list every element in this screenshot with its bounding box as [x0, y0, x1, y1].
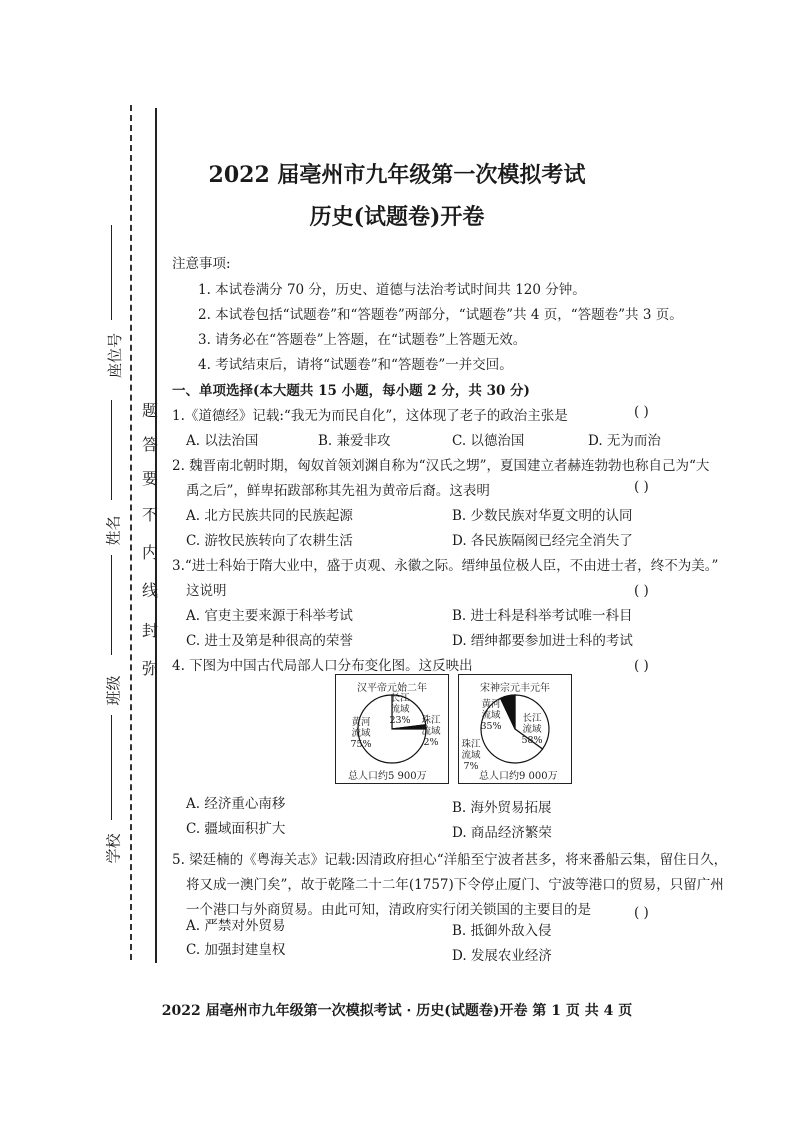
seal-char: 要	[141, 469, 158, 488]
seal-char: 题	[141, 401, 158, 420]
question-stem: 1.《道德经》记载:“我无为而民自化”，这体现了老子的政治主张是	[172, 408, 568, 424]
question-stem: 一个港口与外商贸易。由此可知，清政府实行闭关锁国的主要目的是	[186, 902, 591, 918]
option-d: D. 发展农业经济	[452, 948, 552, 964]
option-d: D. 缙绅都要参加进士科的考试	[452, 633, 633, 649]
seal-char: 封	[141, 621, 158, 640]
name-label: 姓名	[104, 515, 123, 546]
option-b: B. 进士科是科举考试唯一科目	[452, 608, 633, 624]
label-value: 7%	[463, 761, 479, 772]
option-c: C. 以德治国	[452, 433, 525, 449]
seat-number-label: 座位号	[106, 332, 125, 379]
answer-bracket: ( )	[634, 479, 649, 495]
label-value: 2%	[423, 737, 439, 748]
note-item: 2. 本试卷包括“试题卷”和“答题卷”两部分，“试题卷”共 4 页，“答题卷”共 3 页。	[198, 307, 683, 323]
seal-solid-line	[155, 108, 157, 963]
note-item: 1. 本试卷满分 70 分，历史、道德与法治考试时间共 120 分钟。	[198, 282, 586, 298]
pie-label-huanghe	[477, 699, 505, 732]
label-value: 23%	[389, 715, 411, 726]
option-a: A. 北方民族共同的民族起源	[186, 508, 353, 524]
label-text: 黄河流域	[351, 717, 371, 739]
option-c: C. 游牧民族转向了农耕生活	[186, 533, 353, 549]
question-stem: 禹之后”，鲜卑拓跋部称其先祖为黄帝后裔。这表明	[186, 483, 490, 499]
chart-title: 汉平帝元始二年	[357, 683, 427, 694]
option-a: A. 经济重心南移	[186, 796, 286, 812]
value-number: 58	[521, 735, 534, 746]
pie-label-huanghe	[346, 717, 376, 750]
label-text: 珠江流域	[421, 715, 441, 737]
pie-label-changjiang	[386, 693, 414, 726]
pie-label-changjiang	[517, 713, 547, 746]
seal-char: 弥	[141, 659, 158, 678]
class-label: 班级	[104, 675, 123, 706]
option-b: B. 海外贸易拓展	[452, 800, 552, 816]
section-heading: 一、单项选择(本大题共 15 小题，每小题 2 分，共 30 分)	[172, 383, 530, 399]
class-line	[111, 555, 112, 655]
total-population: 总人口约9 000万	[479, 771, 558, 782]
question-stem: 2. 魏晋南北朝时期，匈奴首领刘渊自称为“汉氏之甥”，夏国建立者赫连勃勃也称自己为“大	[172, 458, 710, 474]
seal-char: 答	[141, 435, 158, 454]
chart-title: 宋神宗元丰元年	[480, 683, 550, 694]
value-number: 35	[480, 721, 493, 732]
exam-title: 2022 届亳州市九年级第一次模拟考试	[208, 162, 586, 188]
question-stem: 4. 下图为中国古代局部人口分布变化图。这反映出	[172, 658, 473, 674]
answer-bracket: ( )	[634, 658, 649, 674]
label-value: 35%	[480, 721, 502, 732]
seal-dashed-line	[130, 105, 132, 960]
option-d: D. 商品经济繁荣	[452, 825, 552, 841]
pie-chart-han	[335, 674, 449, 784]
answer-bracket: ( )	[634, 404, 649, 420]
option-c: C. 进士及第是种很高的荣誉	[186, 633, 353, 649]
seal-char: 内	[141, 543, 158, 562]
option-d: D. 无为而治	[588, 433, 661, 449]
value-number: 75	[350, 739, 363, 750]
total-population: 总人口约5 900万	[348, 771, 427, 782]
school-line	[111, 715, 112, 820]
exam-subtitle: 历史(试题卷)开卷	[309, 204, 485, 230]
option-b: B. 抵御外敌入侵	[452, 923, 552, 939]
pie-label-zhujiang	[418, 715, 444, 748]
question-stem: 3.“进士科始于隋大业中，盛于贞观、永徽之际。缙绅虽位极人臣，不由进士者，终不为美。”	[172, 558, 719, 574]
note-item: 4. 考试结束后，请将“试题卷”和“答题卷”一并交回。	[198, 357, 513, 373]
note-item: 3. 请务必在“答题卷”上答题，在“试题卷”上答题无效。	[198, 332, 527, 348]
question-stem: 这说明	[186, 583, 227, 599]
notes-heading: 注意事项:	[172, 256, 231, 272]
school-label: 学校	[104, 833, 123, 864]
label-value: 58%	[521, 735, 543, 746]
option-b: B. 少数民族对华夏文明的认同	[452, 508, 633, 524]
value-number: 23	[389, 715, 402, 726]
label-text: 珠江流域	[461, 739, 481, 761]
option-d: D. 各民族隔阂已经完全消失了	[452, 533, 633, 549]
option-a: A. 以法治国	[186, 433, 259, 449]
label-text: 长江流域	[390, 693, 410, 715]
option-b: B. 兼爱非攻	[318, 433, 391, 449]
option-c: C. 加强封建皇权	[186, 942, 286, 958]
page-footer: 2022 届亳州市九年级第一次模拟考试 · 历史(试题卷)开卷 第 1 页 共 4 页	[161, 1003, 633, 1019]
label-text: 黄河流域	[481, 699, 501, 721]
value-number: 7	[463, 761, 470, 772]
seal-char: 不	[141, 505, 158, 524]
option-a: A. 官吏主要来源于科举考试	[186, 608, 353, 624]
question-stem: 将又成一澳门矣”，故于乾隆二十二年(1757)下令停止厦门、宁波等港口的贸易，只留广州	[186, 877, 724, 893]
answer-bracket: ( )	[634, 905, 649, 921]
pie-chart-song	[458, 674, 572, 784]
option-c: C. 疆域面积扩大	[186, 821, 286, 837]
question-stem: 5. 梁廷楠的《粤海关志》记载:因清政府担心“洋船至宁波者甚多，将来番船云集，留住日久，	[172, 852, 728, 868]
name-line	[111, 400, 112, 500]
option-a: A. 严禁对外贸易	[186, 918, 286, 934]
value-number: 2	[423, 737, 430, 748]
answer-bracket: ( )	[634, 583, 649, 599]
seat-number-line	[111, 225, 112, 320]
seal-char: 线	[141, 581, 158, 600]
label-text: 长江流域	[522, 713, 542, 735]
label-value: 75%	[350, 739, 372, 750]
